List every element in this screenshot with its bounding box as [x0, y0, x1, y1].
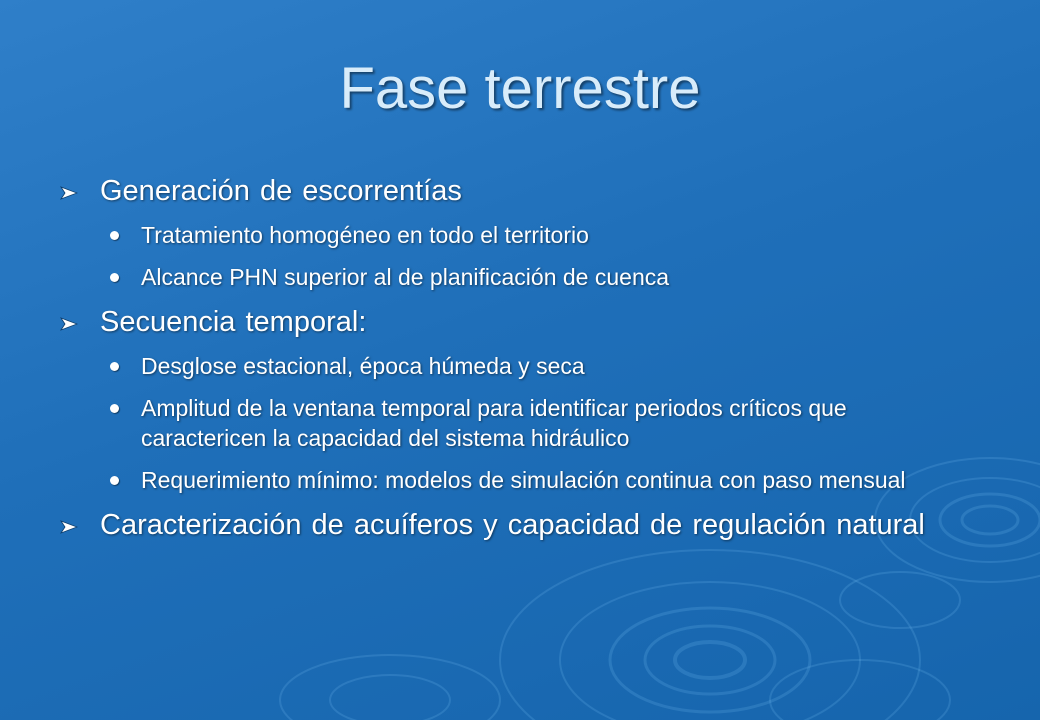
sub-bullet-item: [60, 220, 960, 250]
bullet-item-text: Caracterización de acuíferos y capacidad de regulación natural: [100, 509, 925, 541]
bullet-item: [60, 175, 960, 208]
sub-bullet-text: Alcance PHN superior al de planificación de cuenca: [141, 264, 670, 290]
sub-bullet-text: Requerimiento mínimo: modelos de simulación continua con paso mensual: [141, 467, 906, 493]
sub-bullet-text: Desglose estacional, época húmeda y seca: [141, 353, 585, 379]
bullet-item: [60, 306, 960, 339]
arrow-triangle-icon: [60, 520, 78, 534]
sub-bullet-text: Amplitud de la ventana temporal para identificar periodos críticos que caractericen la capacidad del sistema hidráulico: [141, 395, 847, 451]
round-dot-icon: [110, 404, 119, 413]
round-dot-icon: [110, 476, 119, 485]
sub-bullet-item: [60, 465, 960, 495]
sub-bullet-item: [60, 351, 960, 381]
bullet-item-text: Secuencia temporal:: [100, 306, 367, 338]
bullet-item: [60, 509, 960, 542]
sub-bullet-item: [60, 393, 960, 453]
arrow-triangle-icon: [60, 186, 78, 200]
round-dot-icon: [110, 231, 119, 240]
slide-title: Fase terrestre: [339, 56, 701, 121]
round-dot-icon: [110, 362, 119, 371]
sub-bullet-text: Tratamiento homogéneo en todo el territorio: [141, 222, 589, 248]
sub-bullet-item: [60, 262, 960, 292]
arrow-triangle-icon: [60, 317, 78, 331]
bullet-item-text: Generación de escorrentías: [100, 175, 462, 207]
round-dot-icon: [110, 273, 119, 282]
bullet-list: [60, 175, 960, 542]
